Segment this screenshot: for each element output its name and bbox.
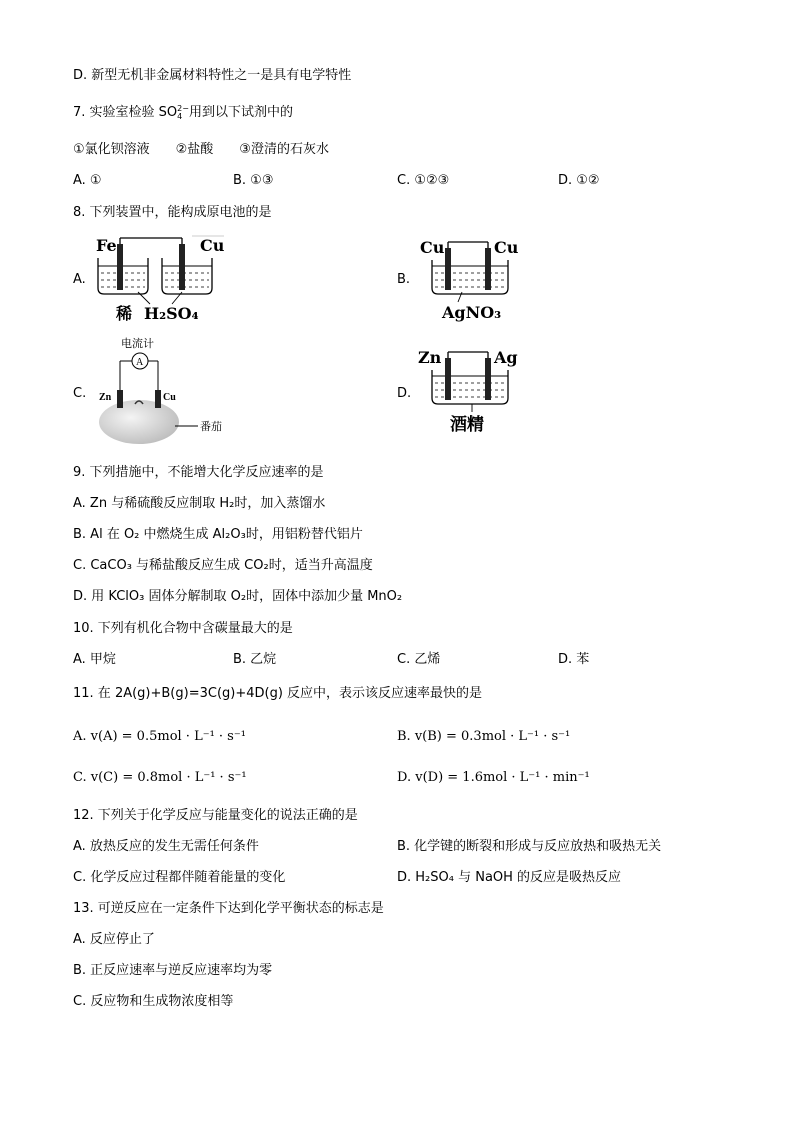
q8b-left-electrode-label: Cu [420, 238, 445, 257]
q8-diagram-d [416, 346, 526, 438]
q8c-fruit-label: 番茄 [200, 421, 222, 433]
q7-stem-superscript: 2− [177, 103, 189, 113]
q13-option-b: B. 正反应速率与逆反应速率均为零 [73, 963, 273, 978]
q7-option-b: B. ①③ [233, 173, 274, 188]
q7-stem-suffix: 用到以下试剂中的 [188, 105, 293, 120]
q8a-solution-label-1: 稀 [116, 304, 133, 323]
q11-option-c: C. v(C) = 0.8mol · L⁻¹ · s⁻¹ [73, 770, 247, 785]
q12-option-d: D. H₂SO₄ 与 NaOH 的反应是吸热反应 [397, 870, 622, 885]
q8-label-a: A. [73, 272, 86, 287]
q9-stem: 9. 下列措施中，不能增大化学反应速率的是 [73, 465, 324, 480]
q8-label-b: B. [397, 272, 411, 287]
q11-option-a: A. v(A) = 0.5mol · L⁻¹ · s⁻¹ [73, 729, 246, 744]
q10-option-c: C. 乙烯 [397, 652, 441, 667]
q12-stem: 12. 下列关于化学反应与能量变化的说法正确的是 [73, 808, 358, 823]
q8c-ammeter-symbol: A [136, 357, 144, 368]
q12-option-a: A. 放热反应的发生无需任何条件 [73, 839, 259, 854]
q8b-solution-label: AgNO₃ [442, 303, 502, 322]
q7-stem [73, 104, 293, 122]
q7-reagents: ①氯化钡溶液 ②盐酸 ③澄清的石灰水 [73, 142, 329, 157]
q8b-right-electrode-label: Cu [494, 238, 519, 257]
q8a-right-electrode-label: Cu [200, 236, 225, 255]
q8d-left-electrode-label: Zn [418, 348, 442, 367]
q10-option-d: D. 苯 [558, 652, 590, 667]
q8-diagram-a [92, 232, 232, 327]
q13-option-c: C. 反应物和生成物浓度相等 [73, 994, 234, 1009]
q8-diagram-c [95, 336, 235, 446]
q12-option-b: B. 化学键的断裂和形成与反应放热和吸热无关 [397, 839, 662, 854]
q7-stem-subscript: 4 [177, 111, 183, 121]
q11-option-d: D. v(D) = 1.6mol · L⁻¹ · min⁻¹ [397, 770, 590, 785]
q8-label-c: C. [73, 386, 87, 401]
q9-option-b: B. Al 在 O₂ 中燃烧生成 Al₂O₃时，用铝粉替代铝片 [73, 527, 363, 542]
q8d-right-electrode-label: Ag [494, 348, 518, 367]
q9-option-a: A. Zn 与稀硫酸反应制取 H₂时，加入蒸馏水 [73, 496, 326, 511]
q8-label-d: D. [397, 386, 412, 401]
q7-stem-prefix: 7. 实验室检验 SO [73, 105, 178, 120]
q10-stem: 10. 下列有机化合物中含碳量最大的是 [73, 621, 293, 636]
q11-stem: 11. 在 2A(g)+B(g)=3C(g)+4D(g) 反应中，表示该反应速率最快的是 [73, 686, 483, 701]
q11-option-b: B. v(B) = 0.3mol · L⁻¹ · s⁻¹ [397, 729, 571, 744]
q8d-solution-label: 酒精 [450, 415, 484, 435]
q8a-solution-label-2: H₂SO₄ [144, 304, 199, 323]
q9-option-d: D. 用 KClO₃ 固体分解制取 O₂时，固体中添加少量 MnO₂ [73, 589, 403, 604]
q10-option-a: A. 甲烷 [73, 652, 116, 667]
q8a-left-electrode-label: Fe [96, 236, 117, 255]
q10-option-b: B. 乙烷 [233, 652, 277, 667]
q7-option-d: D. ①② [558, 173, 600, 188]
q12-option-c: C. 化学反应过程都伴随着能量的变化 [73, 870, 286, 885]
q9-option-c: C. CaCO₃ 与稀盐酸反应生成 CO₂时，适当升高温度 [73, 558, 373, 573]
q13-option-a: A. 反应停止了 [73, 932, 155, 947]
q7-option-c: C. ①②③ [397, 173, 450, 188]
q7-option-a: A. ① [73, 173, 102, 188]
q8-stem: 8. 下列装置中，能构成原电池的是 [73, 205, 272, 220]
q8c-right-electrode-label: Cu [163, 392, 176, 403]
q8c-galvanometer-label: 电流计 [121, 338, 154, 350]
q8c-left-electrode-label: Zn [99, 392, 112, 403]
q13-stem: 13. 可逆反应在一定条件下达到化学平衡状态的标志是 [73, 901, 384, 916]
q8-diagram-b [418, 236, 528, 326]
q6-option-d: D. 新型无机非金属材料特性之一是具有电学特性 [73, 68, 352, 83]
